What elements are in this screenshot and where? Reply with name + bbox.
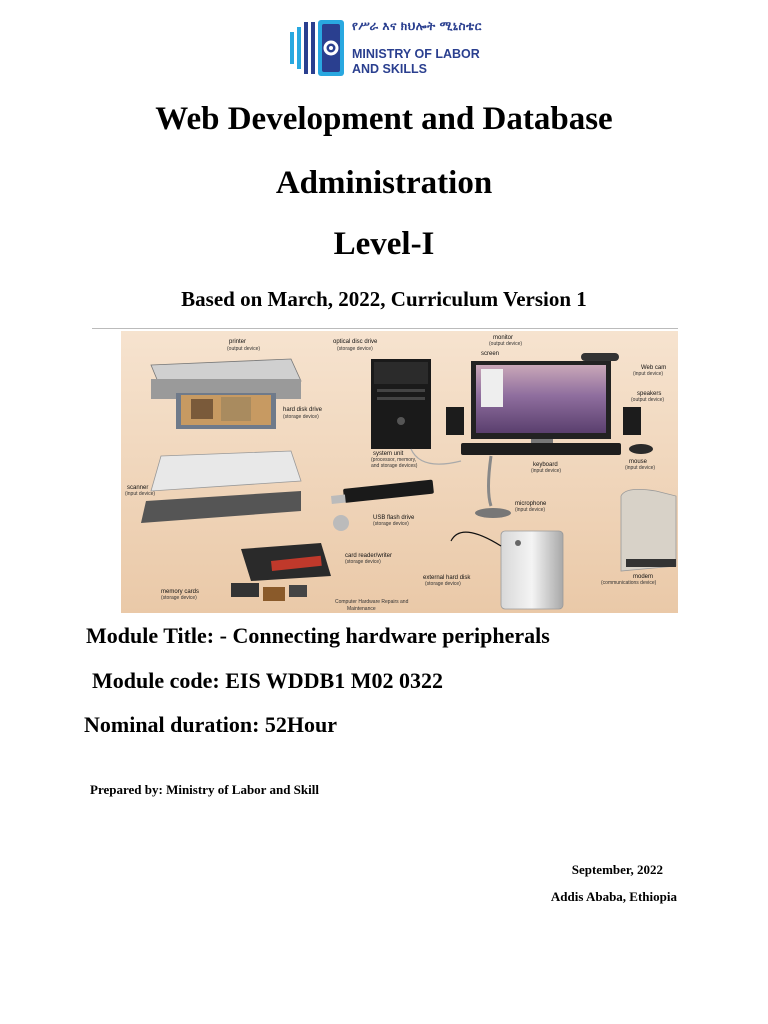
module-code: Module code: EIS WDDB1 M02 0322 [92,668,443,693]
label-monitor-sub: (output device) [489,341,523,347]
logo-line-2: AND SKILLS [352,62,427,76]
module-title: Module Title: - Connecting hardware peripherals [86,623,550,648]
label-microphone: microphone [515,501,547,507]
monitor-icon [471,361,611,445]
label-usb-sub: (storage device) [373,521,409,527]
divider [92,328,678,329]
system-unit-icon [371,359,431,449]
label-modem: modem [633,574,654,580]
label-hdd: hard disk drive [283,407,323,413]
label-system-sub-1: (processor, memory, [371,457,417,463]
label-system: system unit [373,451,404,457]
label-screen: screen [481,351,500,357]
title-line-3: Level-I [333,226,435,262]
watermark-line-1: Computer Hardware Repairs and [335,599,409,605]
label-microphone-sub: (input device) [515,507,546,513]
publication-location: Addis Ababa, Ethiopia [550,889,677,904]
label-system-sub-2: and storage devices) [371,463,418,469]
label-memory-sub: (storage device) [161,595,197,601]
hardware-peripherals-image [121,331,678,613]
label-keyboard: keyboard [533,462,558,468]
nominal-duration: Nominal duration: 52Hour [84,712,338,737]
speaker-left-icon [446,407,464,435]
label-speakers-sub: (output device) [631,397,665,403]
title-line-2: Administration [275,165,493,201]
label-scanner-sub: (input device) [125,491,156,497]
label-monitor: monitor [493,335,514,341]
mouse-icon [629,444,653,454]
card-reader-icon [241,543,331,581]
watermark-line-2: Maintenance [347,606,376,612]
label-webcam: Web cam [641,365,667,371]
publication-date: September, 2022 [571,862,663,877]
ministry-emblem-icon [288,18,348,78]
label-hdd-sub: (storage device) [283,414,319,420]
label-printer: printer [229,339,247,345]
speaker-right-icon [623,407,641,435]
label-optical-sub: (storage device) [337,346,373,352]
label-scanner: scanner [127,485,149,491]
label-keyboard-sub: (input device) [531,468,562,474]
modem-icon [621,489,676,571]
external-hdd-icon [501,531,563,609]
label-card-sub: (storage device) [345,559,381,565]
keyboard-icon [461,443,621,455]
label-memory: memory cards [161,589,200,595]
webcam-icon [581,353,619,361]
label-modem-sub: (communications device) [601,580,657,586]
label-usb: USB flash drive [373,515,415,521]
title-line-1: Web Development and Database [155,101,613,137]
label-card: card reader/writer [345,553,393,559]
logo-line-1: MINISTRY OF LABOR [352,47,480,61]
prepared-by: Prepared by: Ministry of Labor and Skill [90,782,319,797]
label-webcam-sub: (input device) [633,371,664,377]
label-optical: optical disc drive [333,339,378,345]
logo-amharic-text: የሥራ እና ክህሎት ሚኒስቴር [352,19,482,33]
ministry-logo [288,18,488,80]
label-mouse: mouse [629,459,648,465]
label-mouse-sub: (input device) [625,465,656,471]
label-printer-sub: (output device) [227,346,261,352]
label-exthdd-sub: (storage device) [425,581,461,587]
curriculum-subtitle: Based on March, 2022, Curriculum Version 1 [181,287,587,311]
label-exthdd: external hard disk [423,575,471,581]
label-speakers: speakers [637,391,662,397]
